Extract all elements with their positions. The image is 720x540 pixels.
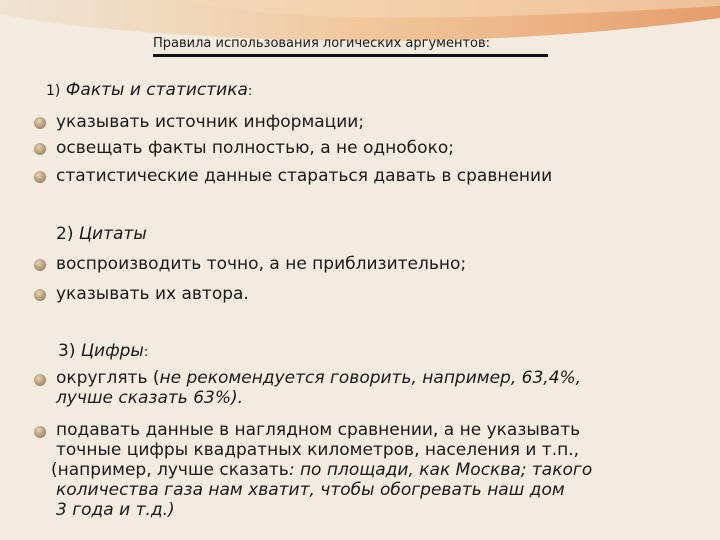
section-heading: 1) Факты и статистика:: [46, 80, 253, 100]
title-underline: [153, 54, 548, 57]
bullet-icon: [34, 289, 46, 301]
list-item: подавать данные в наглядном сравнении, а не указывать точные цифры квадратных километров, населения и т.п., (например, лучше сказать: по площади, как Москва; такого количества газа нам хватит, чтобы обогревать наш дом 3 года и т.д.): [51, 420, 593, 520]
bullet-icon: [34, 426, 46, 438]
list-item: указывать их автора.: [56, 284, 249, 304]
bullet-icon: [34, 374, 46, 386]
bullet-icon: [34, 171, 46, 183]
section-heading: 3) Цифры:: [58, 341, 149, 361]
bullet-icon: [34, 259, 46, 271]
page-title: Правила использования логических аргументов:: [153, 36, 491, 51]
bullet-icon: [34, 143, 46, 155]
bullet-icon: [34, 117, 46, 129]
decorative-header-swoosh: [0, 0, 720, 60]
list-item: освещать факты полностью, а не однобоко;: [56, 138, 454, 158]
list-item: статистические данные стараться давать в сравнении: [56, 166, 553, 186]
list-item: указывать источник информации;: [56, 112, 365, 132]
list-item: округлять (не рекомендуется говорить, например, 63,4%, лучше сказать 63%).: [56, 368, 582, 408]
list-item: воспроизводить точно, а не приблизительно;: [56, 254, 467, 274]
section-heading: 2) Цитаты: [56, 224, 147, 244]
